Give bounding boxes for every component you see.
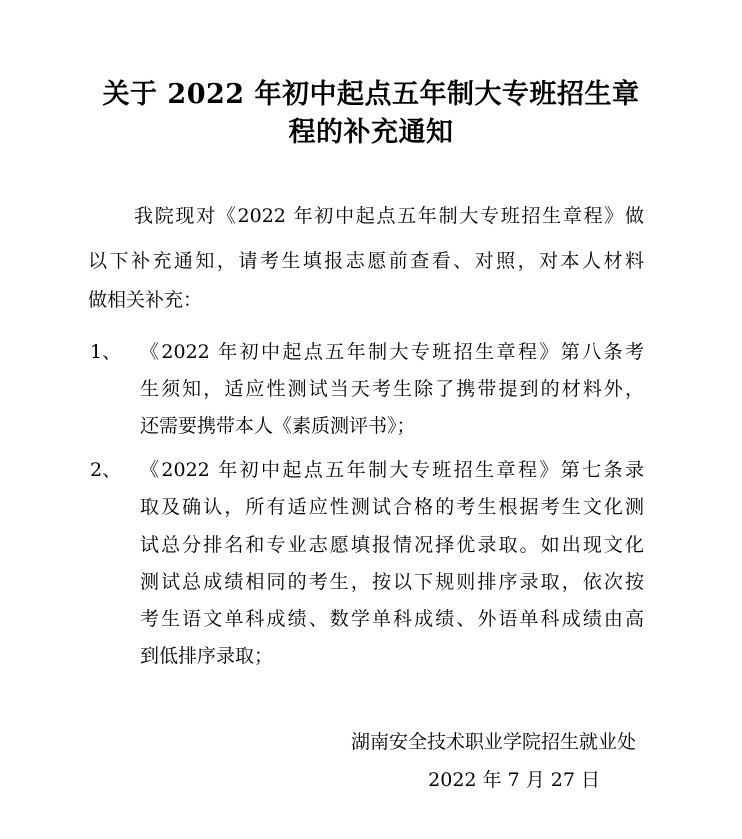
item-1-number: 1、 (90, 341, 122, 363)
item-2-line-4: 测试总成绩相同的考生，按以下规则排序录取，依次按 (140, 571, 644, 593)
item-2-line-6: 到低排序录取； (140, 645, 274, 667)
item-2-number: 2、 (90, 459, 122, 481)
item-2-line-5: 考生语文单科成绩、数学单科成绩、外语单科成绩由高 (140, 608, 644, 630)
signature-organization: 湖南安全技术职业学院招生就业处 (350, 731, 636, 753)
item-2-line-1: 《2022 年初中起点五年制大专班招生章程》第七条录 (140, 459, 644, 481)
item-1-line-2: 生须知，适应性测试当天考生除了携带提到的材料外， (140, 378, 644, 400)
signature-date: 2022 年 7 月 27 日 (428, 769, 600, 791)
intro-line-3: 做相关补充： (88, 289, 203, 311)
item-2-line-2: 取及确认，所有适应性测试合格的考生根据考生文化测 (140, 496, 644, 518)
document-title-line-2: 程的补充通知 (288, 117, 454, 148)
item-1-line-3: 还需要携带本人《素质测评书》； (140, 415, 416, 437)
item-1-line-1: 《2022 年初中起点五年制大专班招生章程》第八条考 (140, 341, 644, 363)
document-title-line-1: 关于 2022 年初中起点五年制大专班招生章 (102, 79, 640, 110)
intro-line-1: 我院现对《2022 年初中起点五年制大专班招生章程》做 (134, 205, 644, 227)
item-2-line-3: 试总分排名和专业志愿填报情况择优录取。如出现文化 (140, 534, 644, 556)
intro-line-2: 以下补充通知，请考生填报志愿前查看、对照，对本人材料 (88, 250, 644, 272)
